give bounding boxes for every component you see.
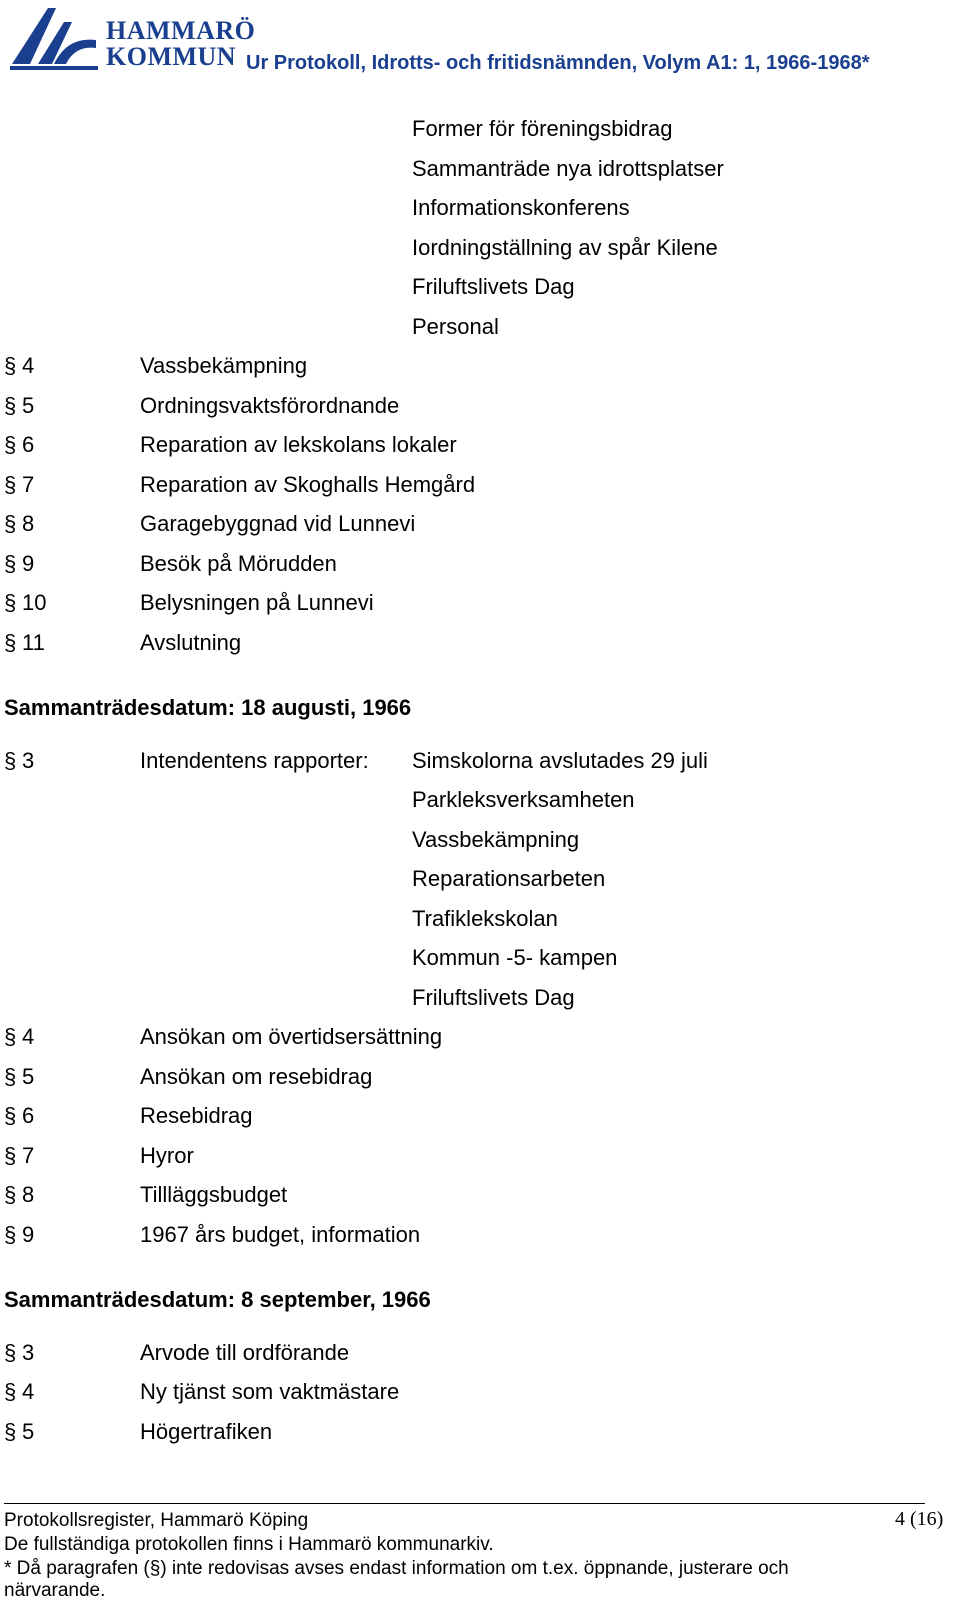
item-number: 3 xyxy=(22,1340,35,1365)
page-number: 4 (16) xyxy=(895,1508,944,1530)
item-title: Ansökan om resebidrag xyxy=(140,1064,373,1089)
logo-text-line2: KOMMUN xyxy=(106,42,237,71)
item-number: 3 xyxy=(22,748,35,773)
section-symbol: § xyxy=(4,630,17,655)
item-number: 8 xyxy=(22,1182,35,1207)
report-subitem: Trafiklekskolan xyxy=(412,906,558,931)
report-subitem: Kommun -5- kampen xyxy=(412,945,618,970)
report-subitem: Former för föreningsbidrag xyxy=(412,116,673,141)
item-title: Avslutning xyxy=(140,630,242,655)
report-subitem: Reparationsarbeten xyxy=(412,866,606,891)
section-symbol: § xyxy=(4,353,17,378)
section-symbol: § xyxy=(4,1143,17,1168)
section-symbol: § xyxy=(4,1182,17,1207)
section-symbol: § xyxy=(4,1419,17,1444)
item-title: 1967 års budget, information xyxy=(140,1222,421,1247)
item-title: Ny tjänst som vaktmästare xyxy=(140,1379,400,1404)
item-number: 4 xyxy=(22,1379,35,1404)
report-subitem: Iordningställning av spår Kilene xyxy=(412,235,718,260)
meeting-date: Sammanträdesdatum: 18 augusti, 1966 xyxy=(4,695,412,720)
item-number: 5 xyxy=(22,393,35,418)
report-subitem: Parkleksverksamheten xyxy=(412,787,635,812)
item-title: Arvode till ordförande xyxy=(140,1340,350,1365)
item-number: 5 xyxy=(22,1064,35,1089)
item-number: 6 xyxy=(22,432,35,457)
footer-divider xyxy=(4,1503,925,1504)
section-symbol: § xyxy=(4,748,17,773)
section-symbol: § xyxy=(4,432,17,457)
item-title: Besök på Mörudden xyxy=(140,551,337,576)
item-number: 8 xyxy=(22,511,35,536)
footer-footnote-cont: närvarande. xyxy=(4,1580,106,1601)
item-title: Reparation av Skoghalls Hemgård xyxy=(140,472,476,497)
logo-mark-icon xyxy=(8,4,100,70)
report-subitem: Informationskonferens xyxy=(412,195,630,220)
item-number: 9 xyxy=(22,1222,35,1247)
section-symbol: § xyxy=(4,1064,17,1089)
footer-registry: Protokollsregister, Hammarö Köping xyxy=(4,1510,309,1531)
section-symbol: § xyxy=(4,1103,17,1128)
item-title: Tillläggsbudget xyxy=(140,1182,288,1207)
item-title: Hyror xyxy=(140,1143,194,1168)
section-symbol: § xyxy=(4,1024,17,1049)
item-title: Reparation av lekskolans lokaler xyxy=(140,432,457,457)
item-number: 11 xyxy=(22,630,45,655)
report-subitem: Vassbekämpning xyxy=(412,827,580,852)
item-title: Ordningsvaktsförordnande xyxy=(140,393,400,418)
item-title: Resebidrag xyxy=(140,1103,253,1128)
item-title: Garagebyggnad vid Lunnevi xyxy=(140,511,416,536)
section-symbol: § xyxy=(4,1340,17,1365)
section-symbol: § xyxy=(4,551,17,576)
item-number: 4 xyxy=(22,353,35,378)
report-subitem: Friluftslivets Dag xyxy=(412,274,575,299)
report-subitem: Friluftslivets Dag xyxy=(412,985,575,1010)
section-symbol: § xyxy=(4,472,17,497)
section-symbol: § xyxy=(4,511,17,536)
hammaro-logo xyxy=(8,4,256,71)
item-number: 7 xyxy=(22,472,35,497)
item-number: 6 xyxy=(22,1103,35,1128)
item-title: Högertrafiken xyxy=(140,1419,273,1444)
item-title: Vassbekämpning xyxy=(140,353,308,378)
item-number: 5 xyxy=(22,1419,35,1444)
report-subitem: Personal xyxy=(412,314,499,339)
section-symbol: § xyxy=(4,1222,17,1247)
item-title: Ansökan om övertidsersättning xyxy=(140,1024,443,1049)
logo-text-line1: HAMMARÖ xyxy=(106,16,256,45)
footer-footnote: * Då paragrafen (§) inte redovisas avses endast information om t.ex. öppnande, justerare och xyxy=(4,1558,789,1579)
item-number: 9 xyxy=(22,551,35,576)
meeting-date: Sammanträdesdatum: 8 september, 1966 xyxy=(4,1287,431,1312)
footer-archive-note: De fullständiga protokollen finns i Hammarö kommunarkiv. xyxy=(4,1534,494,1555)
item-number: 4 xyxy=(22,1024,35,1049)
item-number: 7 xyxy=(22,1143,35,1168)
section-symbol: § xyxy=(4,590,17,615)
item-number: 10 xyxy=(22,590,47,615)
section-symbol: § xyxy=(4,393,17,418)
item-title: Belysningen på Lunnevi xyxy=(140,590,374,615)
section-symbol: § xyxy=(4,1379,17,1404)
item-title: Intendentens rapporter: xyxy=(140,748,369,773)
report-subitem: Simskolorna avslutades 29 juli xyxy=(412,748,708,773)
report-subitem: Sammanträde nya idrottsplatser xyxy=(412,156,724,181)
document-title: Ur Protokoll, Idrotts- och fritidsnämnden, Volym A1: 1, 1966-1968* xyxy=(246,52,870,74)
